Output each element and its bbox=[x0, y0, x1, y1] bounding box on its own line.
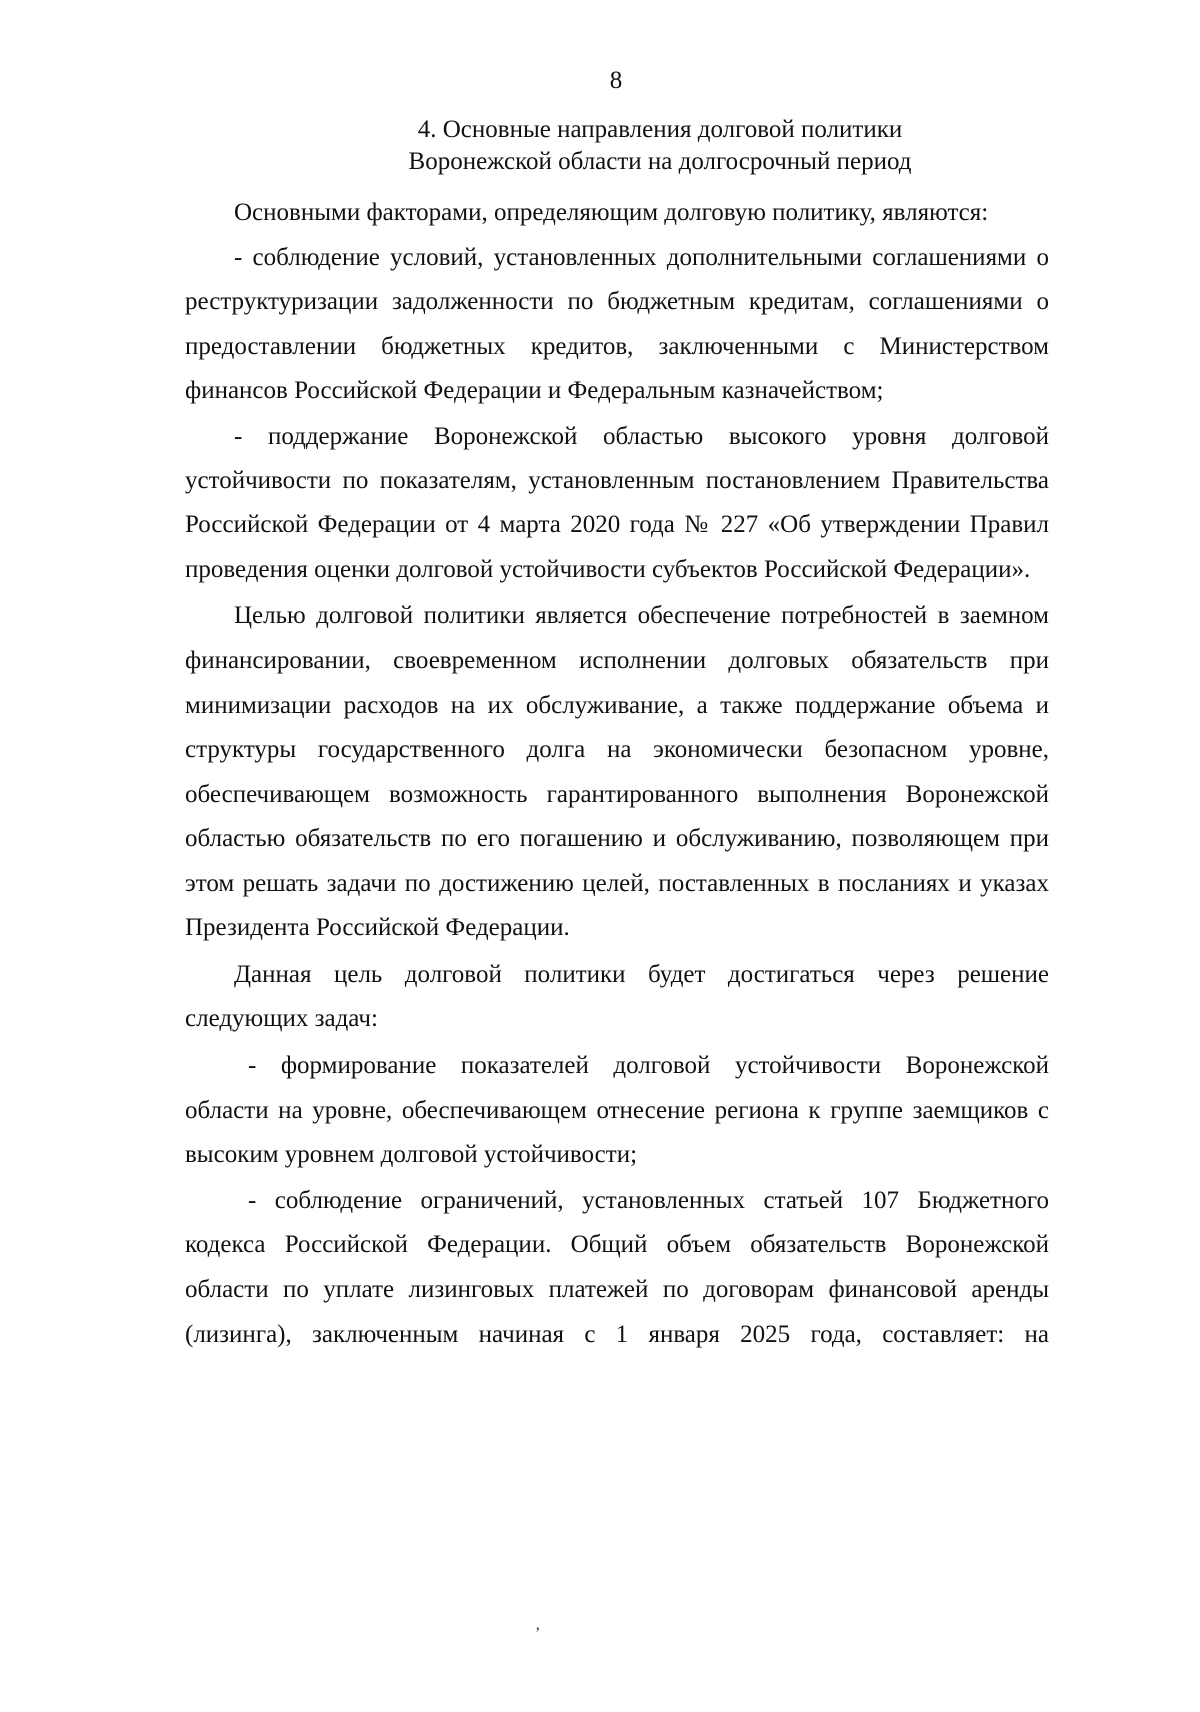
paragraph-line: минимизации расходов на их обслуживание, а также поддержание объема и bbox=[185, 692, 1049, 719]
paragraph-line: этом решать задачи по достижению целей, поставленных в посланиях и указах bbox=[185, 870, 1049, 897]
list-item-line: (лизинга), заключенным начиная с 1 января 2025 года, составляет: на bbox=[185, 1321, 1049, 1348]
list-item-line: области на уровне, обеспечивающем отнесение региона к группе заемщиков с bbox=[185, 1097, 1049, 1124]
list-item-line: - соблюдение ограничений, установленных статьей 107 Бюджетного bbox=[248, 1187, 1049, 1214]
list-item-line: Российской Федерации от 4 марта 2020 года № 227 «Об утверждении Правил bbox=[185, 511, 1049, 538]
scan-artifact-mark: ʼ bbox=[535, 1625, 541, 1642]
list-item-line: - поддержание Воронежской областью высокого уровня долговой bbox=[234, 423, 1049, 450]
list-item-line: высоким уровнем долговой устойчивости; bbox=[185, 1141, 638, 1168]
paragraph-line: Президента Российской Федерации. bbox=[185, 914, 570, 941]
section-heading-line-2: Воронежской области на долгосрочный период bbox=[408, 148, 912, 175]
paragraph-line: Данная цель долговой политики будет достигаться через решение bbox=[234, 961, 1049, 988]
paragraph-line: финансировании, своевременном исполнении долговых обязательств при bbox=[185, 647, 1049, 674]
list-item-line: проведения оценки долговой устойчивости субъектов Российской Федерации». bbox=[185, 556, 1031, 583]
list-item-line: реструктуризации задолженности по бюджетным кредитам, соглашениями о bbox=[185, 288, 1049, 315]
page-number: 8 bbox=[609, 67, 623, 94]
paragraph-line: Целью долговой политики является обеспечение потребностей в заемном bbox=[234, 602, 1049, 629]
list-item-line: области по уплате лизинговых платежей по договорам финансовой аренды bbox=[185, 1276, 1049, 1303]
section-heading bbox=[380, 114, 940, 178]
list-item-line: - формирование показателей долговой устойчивости Воронежской bbox=[248, 1052, 1049, 1079]
list-item-line: предоставлении бюджетных кредитов, заключенными с Министерством bbox=[185, 333, 1049, 360]
list-item-line: устойчивости по показателям, установленным постановлением Правительства bbox=[185, 467, 1049, 494]
paragraph-line: областью обязательств по его погашению и обслуживанию, позволяющем при bbox=[185, 825, 1049, 852]
paragraph-line: структуры государственного долга на экономически безопасном уровне, bbox=[185, 736, 1049, 763]
list-item-line: - соблюдение условий, установленных дополнительными соглашениями о bbox=[234, 244, 1049, 271]
paragraph-line: следующих задач: bbox=[185, 1005, 378, 1032]
paragraph-line: Основными факторами, определяющим долговую политику, являются: bbox=[234, 199, 989, 226]
list-item-line: финансов Российской Федерации и Федеральным казначейством; bbox=[185, 377, 884, 404]
section-heading-line-1: 4. Основные направления долговой политики bbox=[417, 116, 903, 143]
list-item-line: кодекса Российской Федерации. Общий объем обязательств Воронежской bbox=[185, 1231, 1049, 1258]
paragraph-line: обеспечивающем возможность гарантированного выполнения Воронежской bbox=[185, 781, 1049, 808]
